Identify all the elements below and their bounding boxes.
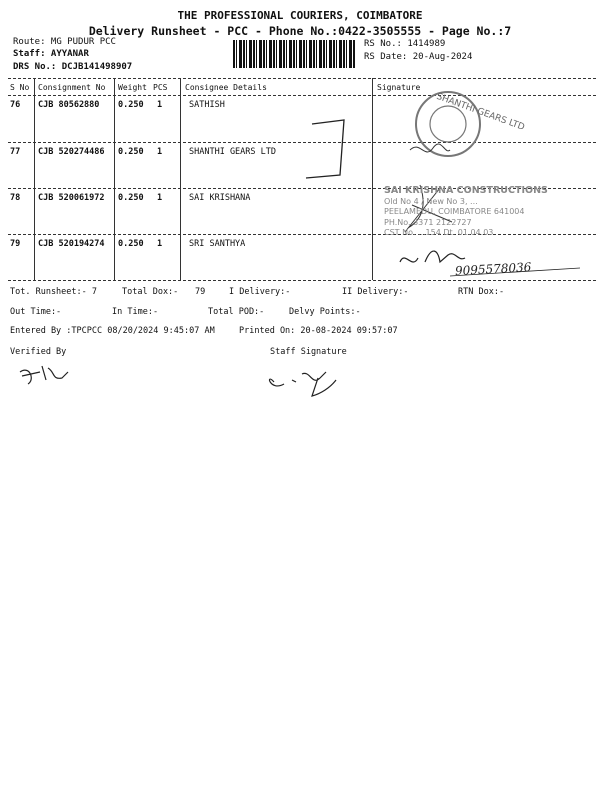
verified-signature [20,366,68,384]
row-consignment: CJB 80562880 [38,100,100,110]
staff-signature-mark [269,372,336,396]
route-label: Route: MG PUDUR PCC [13,37,116,47]
row-weight: 0.250 [118,147,144,157]
round-stamp-text: SHANTHI GEARS LTD [435,91,526,133]
company-title: THE PROFESSIONAL COURIERS, COIMBATORE [177,9,423,22]
out-time: Out Time:- [10,307,62,317]
drs-number: DRS No.: DCJB141498907 [13,62,133,72]
stamp-line: SAI KRISHNA CONSTRUCTIONS [384,185,548,196]
stamp-line: PH.No. 3371 2122727 [384,217,472,227]
total-dox-label: Total Dox:- [122,287,179,297]
col-header-consignee: Consignee Details [185,83,267,92]
printed-on: Printed On: 20-08-2024 09:57:07 [239,326,398,336]
row-consignment: CJB 520061972 [38,193,105,203]
rs-number: RS No.: 1414989 [364,39,446,49]
row-weight: 0.250 [118,193,144,203]
verified-by-label: Verified By [10,347,67,357]
stamp-scribble [410,144,450,152]
row-consignee: SRI SANTHYA [189,239,246,249]
row-sno: 79 [10,239,21,249]
stamp-line: PEELAMEDU, COIMBATORE 641004 [384,207,525,216]
rectangular-stamp [384,186,580,239]
receiver-signature [400,251,465,262]
row-pcs: 1 [157,100,163,110]
row-sno: 77 [10,147,21,157]
col-header-weight: Weight [118,83,147,92]
row-consignment: CJB 520274486 [38,147,105,157]
col-header-sno: S No [10,83,30,92]
row-pcs: 1 [157,147,163,157]
row-weight: 0.250 [118,100,144,110]
entered-by: Entered By :TPCPCC 08/20/2024 9:45:07 AM [10,326,215,336]
stamp-line: CST No. ...154 Dt. 01.04.03 [384,228,494,237]
ii-delivery: II Delivery:- [342,287,409,297]
i-delivery: I Delivery:- [229,287,291,297]
handwritten-tick [306,120,344,178]
in-time: In Time:- [112,307,159,317]
rtn-dox: RTN Dox:- [458,287,505,297]
row-sno: 78 [10,193,21,203]
total-dox-value: 79 [195,287,206,297]
row-pcs: 1 [157,193,163,203]
total-pod: Total POD:- [208,307,265,317]
runsheet-subtitle: Delivery Runsheet - PCC - Phone No.:0422-3505555 - Page No.:7 [88,24,512,38]
col-header-consignment: Consignment No [38,83,106,92]
row-consignee: SATHISH [189,100,225,110]
row-weight: 0.250 [118,239,144,249]
row-consignee: SAI KRISHANA [189,193,251,203]
stamp-line: Old No 4 / New No 3, ... [384,196,478,206]
round-company-stamp [416,92,526,156]
col-header-signature: Signature [377,83,421,92]
row-pcs: 1 [157,239,163,249]
staff-label: Staff: AYYANAR [13,49,89,59]
row-consignment: CJB 520194274 [38,239,105,249]
rs-date: RS Date: 20-Aug-2024 [364,52,473,62]
row-sno: 76 [10,100,21,110]
staff-signature-label: Staff Signature [270,347,347,357]
tot-runsheet: Tot. Runsheet:- 7 [10,287,97,297]
handwritten-phone: 9095578036 [454,260,532,278]
delvy-points: Delvy Points:- [289,307,361,317]
row-consignee: SHANTHI GEARS LTD [189,147,276,157]
col-header-pcs: PCS [153,83,168,92]
